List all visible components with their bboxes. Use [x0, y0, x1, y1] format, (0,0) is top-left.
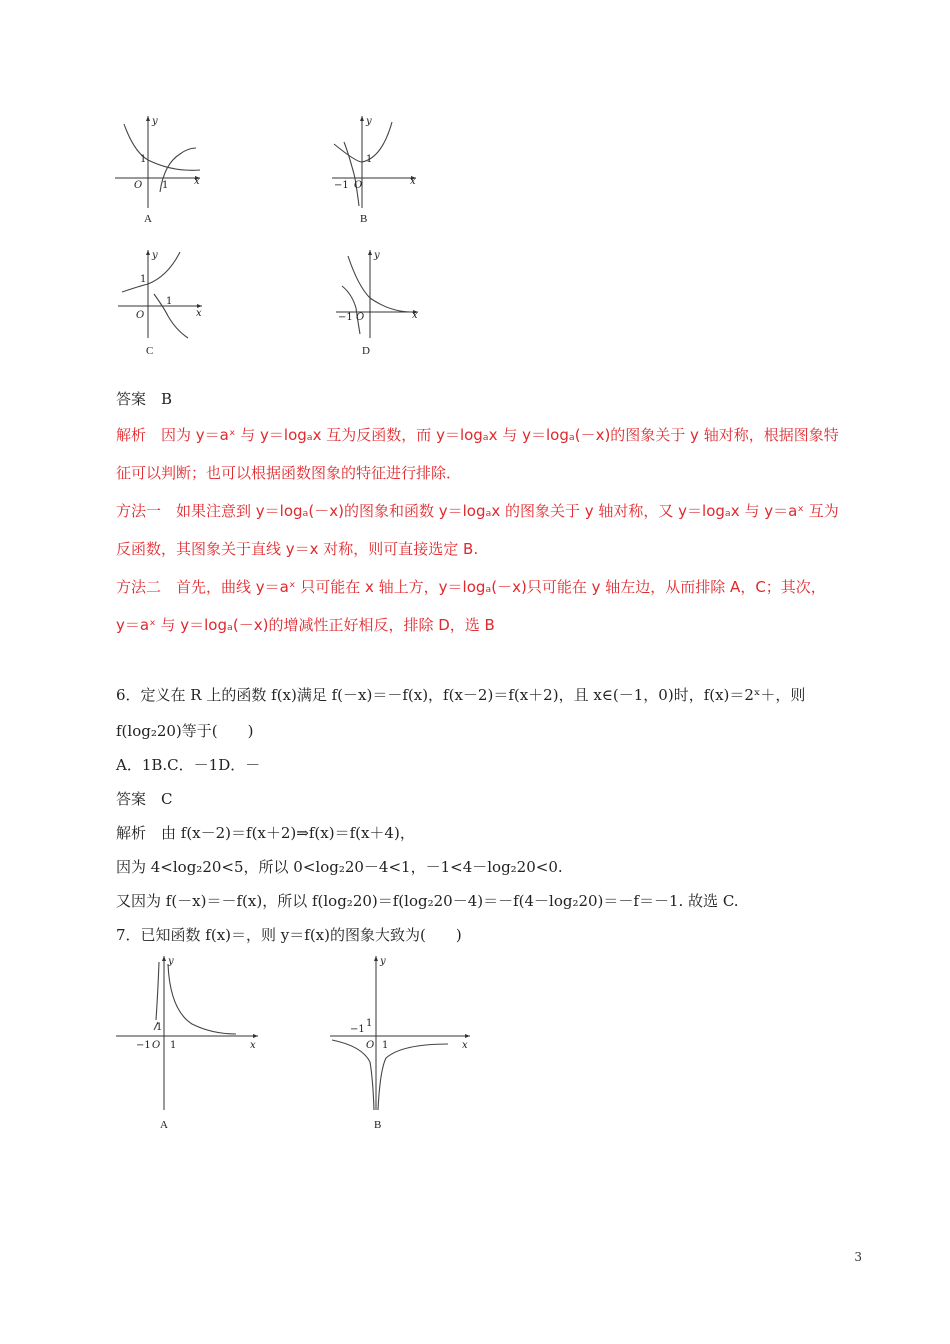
q7-stem: 7．已知函数 f(x)＝，则 y＝f(x)的图象大致为( ) [116, 926, 462, 944]
svg-text:O: O [366, 1040, 375, 1051]
svg-text:1: 1 [166, 296, 173, 307]
svg-text:B: B [374, 1119, 382, 1131]
svg-text:y: y [374, 250, 380, 261]
q6-answer: 答案 C [116, 790, 173, 808]
svg-text:y: y [152, 250, 158, 261]
svg-text:O: O [356, 312, 365, 323]
q5-method1-line-2: 反函数，其图象关于直线 y＝x 对称，则可直接选定 B. [116, 540, 479, 558]
figure-q7-option-a [112, 950, 262, 1136]
svg-text:−1: −1 [334, 180, 349, 191]
svg-text:1: 1 [382, 1040, 389, 1051]
svg-text:−1: −1 [136, 1040, 151, 1051]
svg-text:y: y [168, 956, 174, 967]
svg-text:C: C [146, 345, 154, 357]
q5-analysis-line-1: 解析 因为 y＝aˣ 与 y＝logₐx 互为反函数，而 y＝logₐx 与 y＝logₐ(－x)的图象关于 y 轴对称，根据图象特 [116, 426, 839, 444]
q5-analysis-line-2: 征可以判断；也可以根据函数图象的特征进行排除． [116, 464, 462, 482]
svg-text:1: 1 [156, 1022, 163, 1033]
svg-text:y: y [152, 116, 158, 127]
svg-text:x: x [462, 1040, 468, 1051]
q6-options: A．1B.C．－1D．－ [116, 756, 261, 774]
q6-analysis-line-3: 又因为 f(－x)＝－f(x)，所以 f(log₂20)＝f(log₂20－4)＝－f(4－log₂20)＝－f＝－1. 故选 C. [116, 892, 739, 910]
svg-text:B: B [360, 213, 368, 225]
svg-text:x: x [194, 176, 200, 187]
q5-method2-line-1: 方法二 首先，曲线 y＝aˣ 只可能在 x 轴上方，y＝logₐ(－x)只可能在 y 轴左边，从而排除 A，C；其次， [116, 578, 826, 596]
q5-answer: 答案 B [116, 390, 173, 408]
svg-text:O: O [354, 180, 363, 191]
figure-option-c [112, 246, 208, 364]
svg-text:x: x [250, 1040, 256, 1051]
q6-stem-line-1: 6．定义在 R 上的函数 f(x)满足 f(－x)＝－f(x)，f(x－2)＝f(x＋2)，且 x∈(－1，0)时，f(x)＝2ˣ＋，则 [116, 686, 806, 704]
svg-text:D: D [362, 345, 370, 357]
figure-option-d [330, 246, 426, 364]
q6-stem-line-2: f(log₂20)等于( ) [116, 722, 254, 740]
svg-text:x: x [412, 310, 418, 321]
figure-option-a [112, 112, 208, 230]
svg-text:x: x [410, 176, 416, 187]
svg-text:y: y [366, 116, 372, 127]
svg-text:x: x [196, 308, 202, 319]
svg-text:1: 1 [366, 1018, 373, 1029]
svg-text:−1: −1 [338, 312, 353, 323]
svg-text:O: O [152, 1040, 161, 1051]
svg-text:A: A [144, 213, 152, 225]
svg-text:O: O [134, 180, 143, 191]
svg-text:1: 1 [162, 180, 169, 191]
svg-text:1: 1 [170, 1040, 177, 1051]
svg-text:1: 1 [140, 154, 147, 165]
q5-method1-line-1: 方法一 如果注意到 y＝logₐ(－x)的图象和函数 y＝logₐx 的图象关于 y 轴对称，又 y＝logₐx 与 y＝aˣ 互为 [116, 502, 839, 520]
figure-option-b [326, 112, 422, 230]
svg-text:1: 1 [140, 274, 147, 285]
svg-text:−1: −1 [350, 1024, 365, 1035]
svg-text:O: O [136, 310, 145, 321]
figure-q7-option-b [326, 950, 476, 1136]
page-number: 3 [854, 1250, 862, 1264]
q6-analysis-line-2: 因为 4<log₂20<5，所以 0<log₂20－4<1，－1<4－log₂20<0. [116, 858, 563, 876]
q6-analysis-line-1: 解析 由 f(x－2)＝f(x＋2)⇒f(x)＝f(x＋4)， [116, 824, 415, 842]
q5-method2-line-2: y＝aˣ 与 y＝logₐ(－x)的增减性正好相反，排除 D，选 B [116, 616, 495, 634]
svg-text:A: A [160, 1119, 168, 1131]
svg-text:1: 1 [366, 154, 373, 165]
svg-text:y: y [380, 956, 386, 967]
